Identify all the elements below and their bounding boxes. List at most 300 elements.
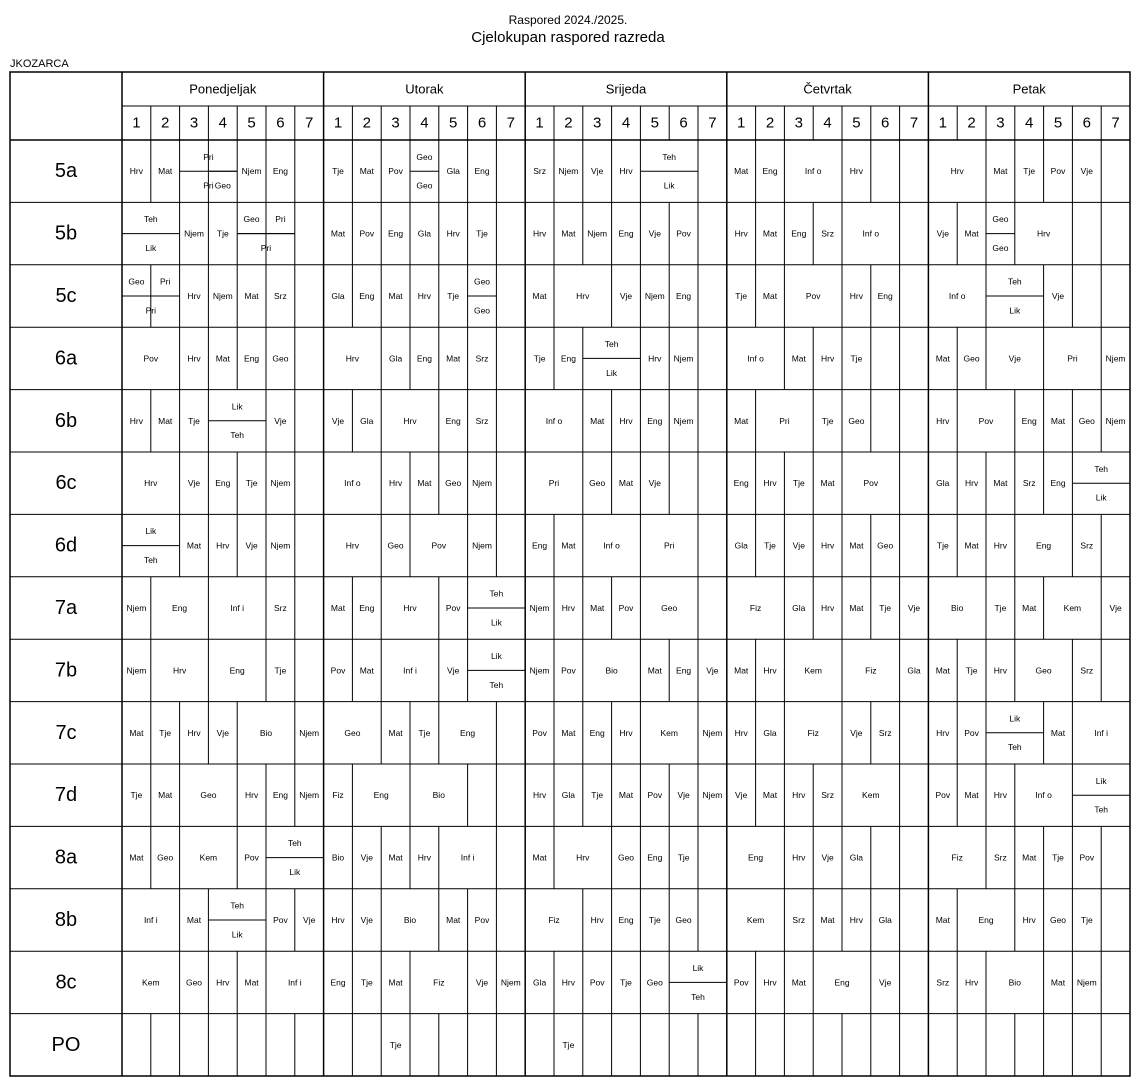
lesson: Mat (1050, 727, 1066, 738)
class-name: 5b (54, 222, 78, 245)
lesson: Tje (879, 603, 892, 613)
lesson: Inf o (747, 353, 764, 364)
lesson: Mat (446, 915, 461, 925)
lesson: Vje (1080, 166, 1093, 177)
lesson: Hrv (993, 790, 1008, 801)
lesson: Inf i (287, 977, 302, 988)
lesson: Mat (1050, 977, 1066, 988)
lesson: Gla (792, 603, 806, 613)
lesson: Hrv (446, 228, 460, 239)
lesson: Mat (993, 478, 1008, 489)
lesson-top: Teh (489, 588, 504, 599)
lesson: Mat (734, 166, 749, 177)
period-number: 2 (161, 114, 170, 132)
lesson: Tje (648, 915, 661, 925)
day-header: Utorak (405, 81, 444, 97)
lesson-bottom: Lik (1009, 305, 1021, 316)
lesson: Geo (157, 852, 174, 863)
lesson: Tje (476, 228, 488, 239)
lesson: Tje (1052, 852, 1064, 863)
lesson-top: Lik (490, 651, 502, 662)
lesson-top: Teh (1007, 276, 1022, 287)
lesson: Vje (245, 540, 258, 551)
lesson: Eng (589, 727, 605, 738)
lesson: Hrv (129, 166, 144, 177)
lesson-bottom: Teh (691, 991, 705, 1002)
document-title: Raspored 2024./2025. (508, 13, 628, 27)
lesson: Pri (1067, 353, 1078, 364)
lesson: Vje (706, 665, 719, 676)
lesson: Tje (620, 977, 632, 988)
lesson: Eng (532, 540, 548, 551)
period-number: 1 (132, 114, 141, 132)
lesson: Mat (820, 915, 835, 925)
lesson: Njem (673, 353, 694, 364)
lesson: Mat (964, 790, 979, 801)
lesson: Geo (445, 478, 462, 489)
class-name: PO (51, 1033, 81, 1056)
lesson: Hrv (345, 353, 360, 364)
lesson: Vje (187, 478, 201, 489)
lesson: Eng (834, 977, 850, 988)
lesson-top: Lik (145, 526, 157, 537)
lesson: Njem (472, 540, 492, 551)
lesson: Inf o (344, 478, 361, 489)
lesson: Pov (1079, 852, 1095, 863)
lesson: Hrv (403, 603, 417, 613)
lesson: Mat (330, 603, 346, 613)
lesson-bottom: Lik (606, 367, 618, 378)
lesson: Pov (978, 415, 994, 426)
lesson-top: Geo (416, 151, 433, 162)
lesson-top: Geo (243, 214, 260, 225)
lesson: Mat (215, 353, 230, 364)
lesson: Vje (850, 727, 863, 738)
lesson: Gla (849, 852, 864, 863)
period-number: 7 (305, 114, 314, 132)
day-header: Ponedjeljak (189, 81, 257, 97)
lesson: Pov (359, 228, 375, 239)
period-number: 4 (1025, 114, 1034, 132)
lesson: Mat (359, 166, 374, 177)
lesson: Srz (475, 415, 489, 426)
lesson: Mat (762, 790, 778, 801)
lesson: Tje (735, 291, 748, 301)
period-number: 5 (449, 114, 458, 132)
lesson: Mat (1022, 603, 1037, 613)
lesson: Gla (878, 915, 892, 925)
lesson: Eng (373, 790, 389, 801)
lesson: Tje (389, 1039, 402, 1050)
lesson-bottom: Lik (289, 866, 301, 877)
lesson: Hrv (792, 852, 806, 863)
lesson: Hrv (561, 977, 576, 988)
lesson: Eng (229, 665, 245, 676)
lesson: Tje (562, 1039, 575, 1050)
lesson-bottom: Geo (473, 305, 491, 316)
lesson: Tje (159, 727, 172, 738)
lesson: Mat (417, 478, 432, 489)
period-number: 3 (593, 114, 602, 132)
class-name: 7c (55, 721, 77, 744)
lesson: Njem (126, 665, 147, 676)
lesson: Hrv (187, 353, 201, 364)
lesson: Fiz (332, 790, 344, 801)
lesson: Srz (821, 790, 834, 801)
lesson: Pov (273, 915, 288, 925)
lesson: Eng (272, 166, 288, 177)
lesson: Hrv (619, 415, 633, 426)
lesson: Hrv (388, 478, 403, 489)
lesson: Mat (561, 540, 576, 551)
lesson: Hrv (144, 478, 158, 489)
lesson: Eng (618, 228, 634, 239)
lesson: Eng (416, 353, 432, 364)
lesson: Njem (529, 665, 550, 676)
lesson: Bio (259, 727, 273, 738)
lesson: Mat (618, 478, 634, 489)
lesson: Hrv (331, 915, 345, 925)
lesson: Pov (935, 790, 951, 801)
lesson: Tje (332, 166, 344, 177)
lesson: Pri (779, 415, 790, 426)
lesson: Bio (951, 603, 964, 613)
lesson: Eng (676, 291, 692, 301)
lesson: Mat (388, 852, 403, 863)
lesson: Mat (993, 166, 1008, 177)
lesson: Njem (702, 727, 723, 738)
lesson: Geo (1049, 915, 1067, 925)
lesson: Hrv (129, 415, 144, 426)
lesson-top: Teh (1094, 463, 1109, 474)
lesson: Pov (445, 603, 461, 613)
lesson: Hrv (403, 415, 417, 426)
lesson: Hrv (792, 790, 806, 801)
lesson: Hrv (849, 915, 864, 925)
lesson-top: Teh (230, 900, 245, 911)
lesson: Tje (965, 665, 978, 676)
period-number: 6 (881, 114, 890, 132)
class-name: 6c (55, 472, 77, 495)
lesson: Pov (964, 727, 979, 738)
lesson: Hrv (619, 166, 633, 177)
lesson: Pov (1050, 166, 1066, 177)
period-number: 6 (276, 114, 285, 132)
lesson: Tje (591, 790, 604, 801)
lesson: Njem (270, 540, 291, 551)
period-number: 5 (247, 114, 256, 132)
lesson: Mat (849, 540, 864, 551)
lesson: Geo (272, 353, 289, 364)
period-number: 3 (391, 114, 400, 132)
lesson: Njem (126, 603, 147, 613)
lesson: Hrv (590, 915, 604, 925)
lesson: Pov (474, 915, 490, 925)
lesson: Mat (935, 665, 950, 676)
lesson: Gla (388, 353, 403, 364)
lesson-top: Teh (662, 151, 677, 162)
lesson: Eng (1021, 415, 1037, 426)
lesson: Mat (359, 665, 374, 676)
lesson: Eng (359, 603, 375, 613)
lesson: Mat (129, 727, 144, 738)
period-number: 4 (823, 114, 832, 132)
lesson: Inf o (603, 540, 620, 551)
lesson: Geo (387, 540, 404, 551)
lesson: Njem (212, 291, 233, 301)
lesson: Fiz (749, 603, 762, 613)
lesson: Njem (270, 478, 291, 489)
lesson: Mat (1022, 852, 1037, 863)
lesson: Inf o (545, 415, 563, 426)
lesson: Mat (820, 478, 835, 489)
period-number: 4 (621, 114, 631, 132)
lesson: Hrv (172, 665, 187, 676)
lesson: Mat (1050, 415, 1066, 426)
lesson: Geo (1035, 665, 1052, 676)
lesson: Inf i (230, 603, 245, 613)
lesson: Eng (460, 727, 476, 738)
lesson: Hrv (345, 540, 360, 551)
lesson: Mat (129, 852, 144, 863)
lesson: Geo (675, 915, 692, 925)
lesson: Pov (143, 353, 159, 364)
lesson: Mat (388, 727, 403, 738)
lesson: Inf o (1035, 790, 1052, 801)
lesson: Hrv (849, 166, 864, 177)
lesson: Pov (676, 228, 691, 239)
period-number: 7 (909, 114, 919, 132)
lesson: Hrv (576, 291, 590, 301)
lesson: Mat (532, 291, 547, 301)
class-name: 6b (54, 409, 78, 432)
lesson: Hrv (950, 166, 964, 177)
lesson: Pov (647, 790, 663, 801)
lesson: Eng (647, 415, 663, 426)
lesson: Vje (475, 977, 489, 988)
lesson-top: Pri (275, 214, 286, 225)
lesson: Kem (746, 915, 765, 925)
lesson: Fiz (433, 977, 445, 988)
lesson: Eng (215, 478, 231, 489)
lesson: Njem (1076, 977, 1097, 988)
lesson: Tje (418, 727, 431, 738)
lesson: Hrv (244, 790, 259, 801)
period-number: 5 (852, 114, 861, 132)
lesson: Bio (605, 665, 618, 676)
lesson: Hrv (964, 478, 979, 489)
lesson: Njem (1105, 415, 1126, 426)
lesson-top: Pri (160, 276, 171, 287)
lesson-top: Lik (1095, 775, 1107, 786)
period-number: 2 (564, 114, 573, 132)
lesson: Geo (185, 977, 203, 988)
lesson: Mat (734, 665, 749, 676)
lesson: Srz (475, 353, 489, 364)
period-number: 5 (650, 114, 659, 132)
lesson: Hrv (936, 415, 950, 426)
lesson: Njem (472, 478, 492, 489)
lesson: Tje (1023, 166, 1036, 177)
lesson: Srz (1022, 478, 1036, 489)
period-number: 6 (1082, 114, 1091, 132)
lesson: Mat (244, 291, 259, 301)
period-number: 7 (1111, 114, 1120, 132)
lesson: Pov (244, 852, 259, 863)
lesson: Geo (646, 977, 663, 988)
lesson-top: Lik (1009, 713, 1021, 724)
lesson: Vje (331, 415, 345, 426)
lesson: Njem (587, 228, 608, 239)
lesson: Eng (762, 166, 778, 177)
lesson: Fiz (807, 727, 819, 738)
lesson: Eng (618, 915, 634, 925)
lesson: Eng (172, 603, 188, 613)
lesson-bottom: Lik (231, 929, 243, 940)
lesson: Fiz (865, 665, 877, 676)
lesson: Njem (644, 291, 665, 301)
lesson: Tje (677, 852, 690, 863)
period-number: 3 (189, 114, 199, 132)
lesson: Tje (821, 415, 834, 426)
lesson: Mat (388, 291, 403, 301)
lesson: Njem (673, 415, 694, 426)
lesson: Pov (805, 291, 821, 301)
lesson: Mat (762, 228, 778, 239)
lesson: Hrv (820, 353, 835, 364)
lesson: Vje (677, 790, 690, 801)
lesson: Tje (994, 603, 1007, 613)
lesson: Hrv (820, 540, 835, 551)
lesson: Pri (548, 478, 560, 489)
lesson: Inf i (1094, 727, 1109, 738)
lesson: Bio (403, 915, 417, 925)
lesson: Tje (936, 540, 949, 551)
period-number: 1 (737, 114, 746, 132)
lesson-bottom: Teh (1094, 804, 1109, 815)
lesson: Eng (272, 790, 288, 801)
lesson: Pov (388, 166, 403, 177)
lesson: Hrv (561, 603, 576, 613)
lesson: Mat (561, 727, 576, 738)
lesson: Hrv (936, 727, 950, 738)
lesson: Tje (245, 478, 258, 489)
lesson: Mat (734, 415, 749, 426)
lesson: Eng (1050, 478, 1066, 489)
lesson: Pov (589, 977, 605, 988)
class-name: 5a (54, 160, 78, 183)
lesson: Eng (388, 228, 404, 239)
lesson: Vje (936, 228, 949, 239)
lesson: Eng (445, 415, 461, 426)
lesson: Vje (648, 478, 661, 489)
lesson: Hrv (187, 727, 201, 738)
lesson-bottom: Teh (1007, 742, 1022, 753)
lesson: Eng (330, 977, 346, 988)
lesson: Gla (360, 415, 374, 426)
lesson: Vje (360, 915, 373, 925)
lesson: Fiz (951, 852, 963, 863)
lesson: Kem (1063, 603, 1082, 613)
lesson: Hrv (820, 603, 835, 613)
lesson: Gla (936, 478, 950, 489)
lesson: Eng (791, 228, 807, 239)
lesson: Hrv (417, 852, 432, 863)
lesson: Geo (848, 415, 865, 426)
lesson: Mat (590, 415, 605, 426)
lesson: Srz (274, 291, 287, 301)
lesson: Hrv (417, 291, 432, 301)
lesson: Pov (561, 665, 576, 676)
lesson: Vje (360, 852, 373, 863)
lesson: Mat (590, 603, 605, 613)
lesson: Srz (994, 852, 1007, 863)
lesson: Tje (447, 291, 460, 301)
lesson: Mat (388, 977, 403, 988)
lesson: Tje (188, 415, 200, 426)
lesson: Mat (186, 915, 202, 925)
lesson: Inf i (403, 665, 417, 676)
lesson-top: Lik (231, 401, 243, 412)
lesson: Gla (561, 790, 576, 801)
lesson: Eng (748, 852, 764, 863)
lesson: Eng (647, 852, 663, 863)
lesson: Inf i (460, 852, 475, 863)
lesson: Mat (935, 915, 950, 925)
lesson: Mat (186, 540, 202, 551)
lesson: Hrv (532, 790, 547, 801)
lesson: Mat (158, 415, 173, 426)
lesson: Vje (792, 540, 805, 551)
lesson: Tje (274, 665, 287, 676)
lesson-bottom: Teh (143, 554, 158, 565)
lesson: Gla (446, 166, 460, 177)
lesson: Hrv (1022, 915, 1036, 925)
lesson: Mat (791, 353, 806, 364)
lesson: Srz (1080, 665, 1094, 676)
lesson-bottom: Geo (214, 180, 231, 191)
lesson: Tje (360, 977, 373, 988)
lesson: Njem (702, 790, 723, 801)
period-number: 7 (506, 114, 515, 132)
lesson: Vje (274, 415, 287, 426)
lesson: Pov (330, 665, 346, 676)
lesson: Geo (344, 727, 361, 738)
lesson-top: Geo (473, 276, 491, 287)
lesson: Pov (733, 977, 749, 988)
lesson: Srz (533, 166, 546, 177)
lesson: Mat (330, 228, 346, 239)
lesson: Geo (963, 353, 980, 364)
lesson-bottom: Pri (145, 305, 156, 316)
lesson: Kem (199, 852, 218, 863)
period-number: 3 (794, 114, 803, 132)
lesson: Srz (936, 977, 950, 988)
lesson: Mat (561, 228, 576, 239)
lesson-top: Geo (128, 276, 145, 287)
period-number: 4 (218, 114, 227, 132)
lesson: Srz (821, 228, 834, 239)
class-name: 7a (54, 597, 78, 619)
lesson: Vje (303, 915, 316, 925)
period-number: 4 (420, 114, 429, 132)
lesson: Kem (862, 790, 880, 801)
lesson: Mat (935, 353, 950, 364)
lesson: Pov (863, 478, 879, 489)
lesson: Hrv (216, 540, 230, 551)
school-name: JKOZARCA (10, 58, 69, 70)
lesson: Mat (446, 353, 461, 364)
